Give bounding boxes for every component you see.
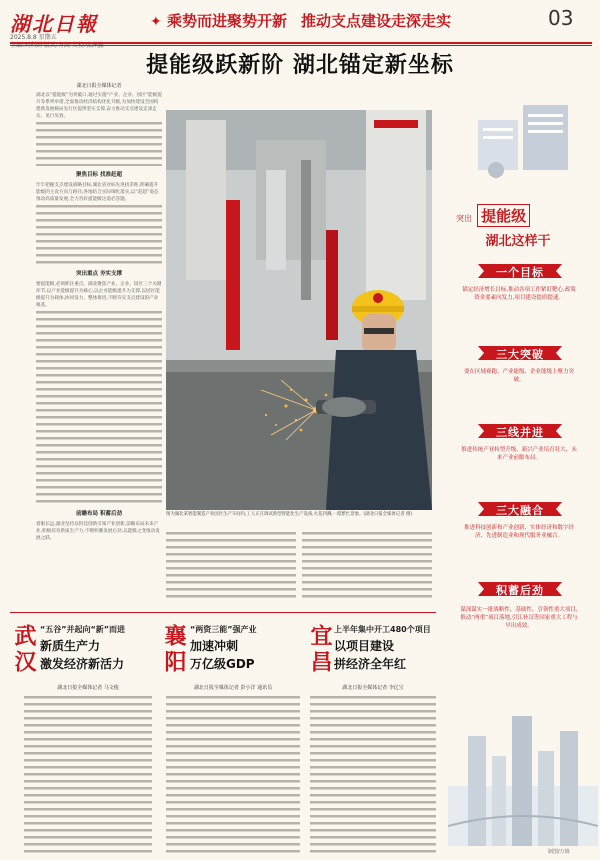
left-subhead-2: 突出重点 夯实支撑	[76, 271, 122, 277]
article-1-title2: 激发经济新活力	[40, 657, 125, 671]
building-illustration	[468, 100, 588, 180]
section-text-4: 推进科技创新和产业创新、实体经济和数字经济、先进制造业和现代服务业融合。	[463, 525, 574, 539]
section-title-2: 三大突破	[496, 348, 544, 361]
ribbon-1	[478, 262, 562, 280]
sidebar-infographic	[438, 56, 598, 860]
left-subhead-3: 前瞻布局 积蓄后劲	[76, 511, 122, 517]
article-1-byline: 湖北日报全媒体记者 马文俊	[57, 685, 119, 691]
lower-article-3	[306, 618, 436, 858]
city-skyline-illustration	[448, 696, 598, 846]
article-3-place: 宜昌	[307, 624, 332, 676]
section-text-2: 要在区域赛跑、产业能级、企业能级上聚力突破。	[463, 369, 574, 383]
center-body-lines-2	[302, 530, 432, 602]
left-body-lines-2	[36, 203, 162, 265]
article-2-place: 襄阳	[161, 624, 186, 676]
slogan-part1: 乘势而进聚势开新	[166, 12, 287, 30]
article-2-kicker: “两资三能”强产业	[190, 625, 257, 634]
sidebar-footer: 制图/万镇	[548, 849, 570, 855]
photo-caption: 图为湖北某智能制造产业园区生产车间内,工人正在调试新型智能化生产设备,火花四溅,一派繁忙景象。(湖北日报全媒体记者 摄)	[166, 512, 413, 517]
left-para-2: 要提能级,必须抓住重点。湖北聚焦产业、企业、园区三个关键环节,以产业能级提升为核心,以企业能级提升为支撑,以园区能级提升为载体,协同发力、整体推进,不断夯实支点建设的产业根基。	[36, 282, 162, 308]
sidebar-headline-b: 湖北这样干	[485, 234, 551, 249]
header-rule-thin	[10, 45, 592, 46]
section-text-1: 锚定经济增长目标,推动各项工作紧盯靶心,政策资金要素向发力,项目建设提质提速。	[462, 287, 576, 301]
article-2-byline: 湖北日报全媒体记者 彭小洋 通讯员	[193, 685, 273, 691]
article-2-title2: 万亿级GDP	[190, 657, 255, 671]
article-3-byline: 湖北日报全媒体记者 李亿宝	[342, 685, 404, 691]
article-3-title2: 拼经济全年红	[334, 657, 407, 671]
ribbon-4	[478, 500, 562, 518]
article-1-title1: 新质生产力	[40, 639, 101, 653]
left-column-article	[36, 82, 162, 610]
article-1-body-lines	[24, 694, 152, 854]
slogan-part2: 推动支点建设走深走实	[300, 12, 451, 30]
lower-section-rule	[10, 612, 436, 613]
left-para-3: 着眼长远,湖北坚持以科技创新引领产业创新,前瞻布局未来产业,积极培育新质生产力,不断积蓄发展后劲,以能级之变推动发展之跃。	[36, 522, 160, 541]
masthead-logo: 湖北日報	[10, 12, 98, 36]
sidebar-headline-row	[456, 204, 596, 227]
left-body-lines-3	[36, 309, 162, 505]
page-slogan: ✦ 乘势而进聚势开新 推动支点建设走深走实	[150, 12, 451, 30]
sidebar-tag: 突出	[456, 214, 472, 223]
header-rule	[10, 42, 592, 44]
left-lead: 湖北以“提能级”为突破口,通过实施“产业、企业、园区”能级提升等系列举措,全面推动经济结构优化升级,为加快建设全国构建新发展格局先行区提供坚实支撑,奋力推动支点建设走深走实、见行见效。	[36, 93, 162, 119]
article-3-body-lines	[310, 694, 436, 854]
section-title-3: 三线并进	[496, 426, 544, 439]
section-title-1: 一个目标	[496, 266, 544, 279]
left-byline: 湖北日报全媒体记者	[76, 83, 122, 89]
page-number: 03	[548, 6, 574, 30]
page-headline: 提能级跃新阶 湖北锚定新坐标	[146, 53, 454, 78]
lower-article-2	[160, 618, 300, 858]
article-2-body-lines	[166, 694, 300, 854]
ribbon-5	[478, 580, 562, 598]
ribbon-3	[478, 422, 562, 440]
left-subhead-1: 聚焦目标 找准赶超	[76, 172, 122, 178]
factory-photo	[166, 110, 432, 510]
article-2-title1: 加速冲刺	[190, 639, 239, 653]
article-1-place: 武汉	[11, 624, 36, 676]
issue-date: 2025.8.8 星期五	[10, 34, 57, 41]
lower-article-1	[10, 618, 152, 858]
center-body-lines-1	[166, 530, 296, 602]
section-title-4: 三大融合	[496, 504, 544, 517]
article-3-kicker: 上半年集中开工480个项目	[334, 625, 431, 634]
section-text-3: 推进传统产业转型升级、新兴产业培育壮大、未来产业前瞻布局。	[461, 447, 577, 461]
ribbon-2	[478, 344, 562, 362]
section-text-5: 谋深谋实一批战略性、基础性、引领性重大项目,推动“两重”项目落地,引江补汉等国家重大工程与早出成效。	[460, 607, 578, 629]
sidebar-headline-a: 提能级	[477, 204, 530, 227]
left-body-lines-1	[36, 120, 162, 166]
article-3-title1: 以项目建设	[334, 639, 395, 653]
left-para-1: 牢牢把握支点建设战略目标,湖北省对标先进找差距,明确提升能级的主攻方向与路径,各地结合实际细化落实,以“赶超”姿态推动高质量发展,全力答好提能级这道必答题。	[36, 183, 159, 202]
factory-photo-illustration	[166, 110, 432, 510]
section-title-5: 积蓄后劲	[496, 584, 544, 597]
article-1-kicker: “五谷”并起向“新”而进	[40, 625, 126, 634]
